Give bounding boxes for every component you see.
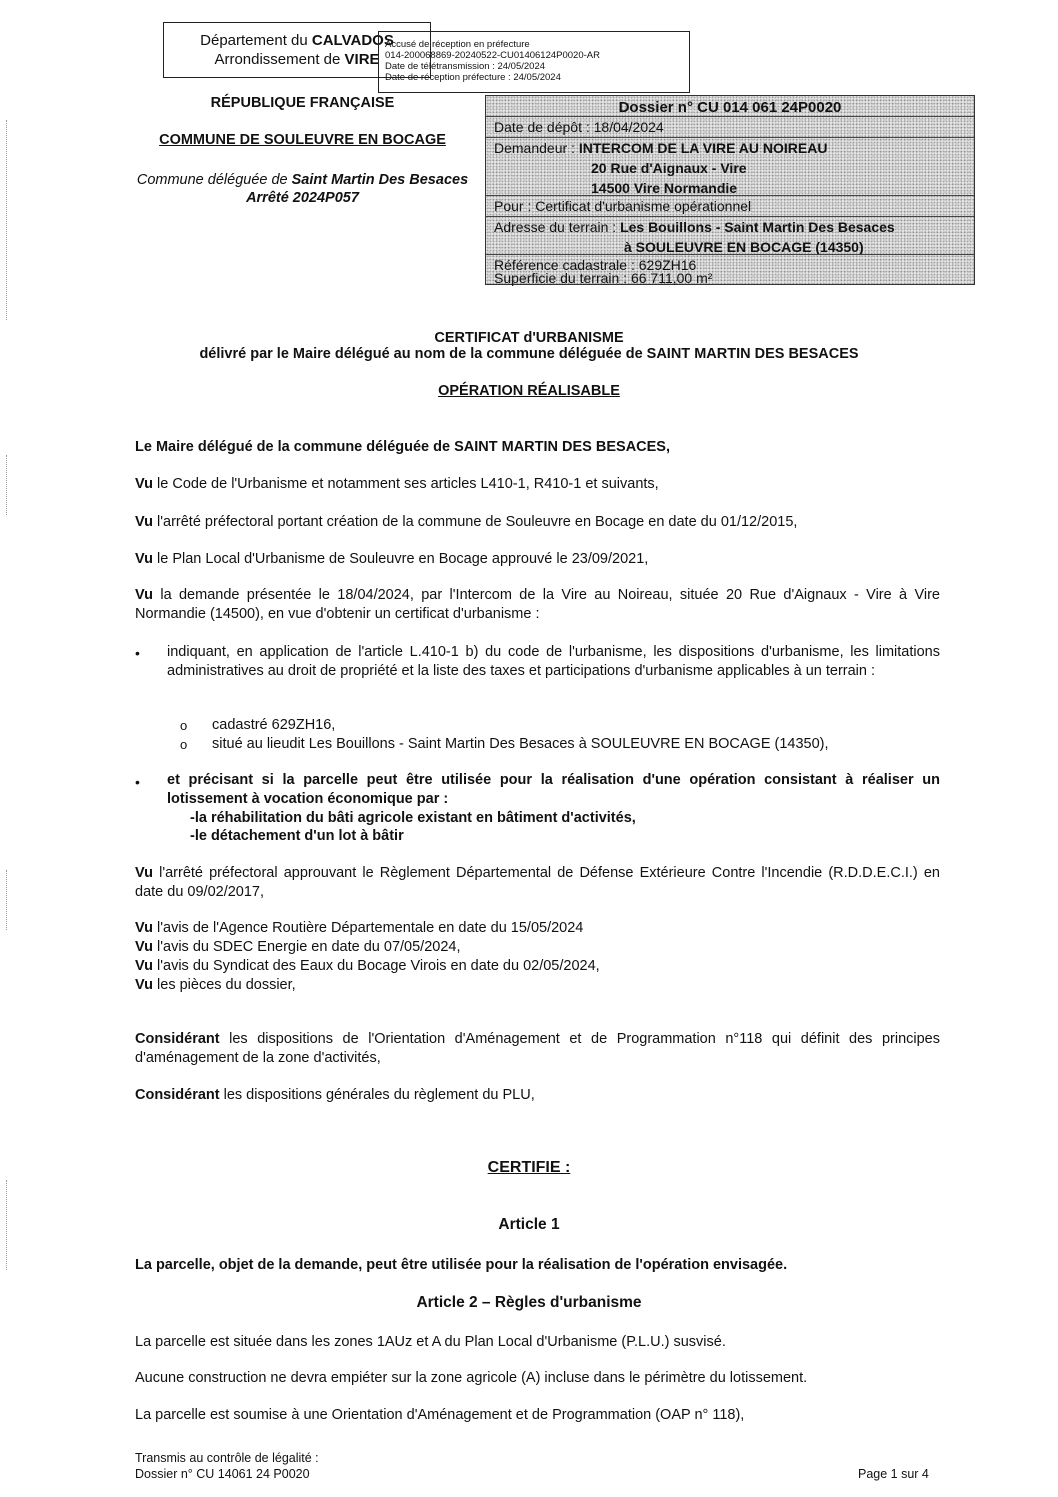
- prefecture-receipt-stamp: [378, 31, 690, 93]
- page-number: Page 1 sur 4: [858, 1467, 929, 1481]
- bullet-detachement: -le détachement d'un lot à bâtir: [190, 828, 404, 844]
- dossier-info-box: [485, 95, 975, 285]
- article-2-oap: La parcelle est soumise à une Orientation d'Aménagement et de Programmation (OAP n° 118),: [135, 1407, 745, 1423]
- stamp-line: Accusé de réception en préfecture: [385, 39, 530, 50]
- article-2-title: Article 2 – Règles d'urbanisme: [416, 1294, 642, 1311]
- bullet-dot: •: [135, 645, 140, 661]
- superficie: Superficie du terrain : 66 711,00 m²: [494, 270, 713, 286]
- article-1-text: La parcelle, objet de la demande, peut être utilisée pour la réalisation de l'opération envisagée.: [135, 1257, 788, 1273]
- sub-bullet-circle: o: [180, 718, 188, 733]
- vu-demande: Vu la demande présentée le 18/04/2024, par l'Intercom de la Vire au Noireau, située 20 Rue d'Aignaux - Vire à Vire Normandie (14500), en vue d'obtenir un certificat d'urbanisme :: [135, 587, 940, 622]
- bullet-dot: •: [135, 774, 140, 790]
- arrondissement-line: Arrondissement de VIRE: [214, 51, 380, 68]
- sub-lieudit: situé au lieudit Les Bouillons - Saint Martin Des Besaces à SOULEUVRE EN BOCAGE (14350),: [212, 736, 829, 752]
- considerant-oap: Considérant les dispositions de l'Orientation d'Aménagement et de Programmation n°118 qui définit des principes d'aménagement de la zone d'activités,: [135, 1031, 940, 1066]
- sub-bullet-circle: o: [180, 737, 188, 752]
- scan-margin-marks: [6, 455, 9, 515]
- scan-margin-marks: [6, 870, 9, 930]
- scan-margin-marks: [6, 120, 9, 320]
- department-line: Département du CALVADOS: [200, 32, 394, 49]
- bullet-rehabilitation: -la réhabilitation du bâti agricole existant en bâtiment d'activités,: [190, 810, 636, 826]
- vu-pieces: Vu les pièces du dossier,: [135, 977, 296, 993]
- commune-heading: COMMUNE DE SOULEUVRE EN BOCAGE: [159, 132, 446, 148]
- arrete-number: Arrêté 2024P057: [246, 190, 359, 206]
- demandeur: Demandeur : INTERCOM DE LA VIRE AU NOIREAU 20 Rue d'Aignaux - Vire 14500 Vire Normandie: [486, 137, 974, 196]
- footer-dossier-number: Dossier n° CU 14061 24 P0020: [135, 1467, 310, 1481]
- operation-status: OPÉRATION RÉALISABLE: [438, 383, 620, 399]
- stamp-line: Date de télétransmission : 24/05/2024: [385, 61, 546, 72]
- vu-rddeci: Vu l'arrêté préfectoral approuvant le Règlement Départemental de Défense Extérieure Contre l'Incendie (R.D.D.E.C.I.) en date du 09/02/2017,: [135, 865, 940, 900]
- stamp-line: Date de réception préfecture : 24/05/2024: [385, 72, 561, 83]
- vu-plu: Vu le Plan Local d'Urbanisme de Souleuvre en Bocage approuvé le 23/09/2021,: [135, 551, 649, 567]
- bullet-indiquant: indiquant, en application de l'article L.410-1 b) du code de l'urbanisme, les dispositions d'urbanisme, les limitations administratives au droit de propriété et la liste des taxes et participations d'urbanisme applicables à un terrain :: [167, 644, 940, 679]
- certificate-title: CERTIFICAT d'URBANISME: [434, 330, 624, 346]
- article-2-zones: La parcelle est située dans les zones 1AUz et A du Plan Local d'Urbanisme (P.L.U.) susvisé.: [135, 1334, 726, 1350]
- republic-heading: RÉPUBLIQUE FRANÇAISE: [210, 95, 395, 111]
- vu-agence-routiere: Vu l'avis de l'Agence Routière Départementale en date du 15/05/2024: [135, 920, 584, 936]
- considerant-plu: Considérant les dispositions générales du règlement du PLU,: [135, 1087, 535, 1103]
- reference-cadastrale: Référence cadastrale : 629ZH16: [486, 254, 974, 276]
- vu-arrete-creation: Vu l'arrêté préfectoral portant création de la commune de Souleuvre en Bocage en date du 01/12/2015,: [135, 514, 798, 530]
- article-2-zone-agricole: Aucune construction ne devra empiéter sur la zone agricole (A) incluse dans le périmètre du lotissement.: [135, 1370, 808, 1386]
- adresse-terrain: Adresse du terrain : Les Bouillons - Saint Martin Des Besaces à SOULEUVRE EN BOCAGE (14350): [486, 216, 974, 255]
- date-depot: Date de dépôt : 18/04/2024: [486, 116, 974, 138]
- stamp-line: 014-200068869-20240522-CU01406124P0020-AR: [385, 50, 600, 61]
- pour: Pour : Certificat d'urbanisme opérationnel: [486, 195, 974, 217]
- certifie-heading: CERTIFIE :: [487, 1159, 571, 1176]
- maire-line: Le Maire délégué de la commune déléguée de SAINT MARTIN DES BESACES,: [135, 439, 671, 455]
- sub-cadastre: cadastré 629ZH16,: [212, 717, 336, 733]
- vu-sdec: Vu l'avis du SDEC Energie en date du 07/05/2024,: [135, 939, 461, 955]
- vu-code-urbanisme: Vu le Code de l'Urbanisme et notamment ses articles L410-1, R410-1 et suivants,: [135, 476, 659, 492]
- commune-deleguee: Commune déléguée de Saint Martin Des Besaces: [136, 172, 469, 188]
- article-1-title: Article 1: [498, 1216, 560, 1233]
- dossier-number: Dossier n° CU 014 061 24P0020: [618, 99, 842, 116]
- bullet-precisant: et précisant si la parcelle peut être utilisée pour la réalisation d'une opération consistant à réaliser un lotissement à vocation économique par :: [167, 772, 940, 807]
- certificate-subtitle: délivré par le Maire délégué au nom de la commune déléguée de SAINT MARTIN DES BESACES: [199, 346, 859, 362]
- vu-syndicat-eaux: Vu l'avis du Syndicat des Eaux du Bocage Virois en date du 02/05/2024,: [135, 958, 600, 974]
- footer-transmis: Transmis au contrôle de légalité :: [135, 1451, 319, 1465]
